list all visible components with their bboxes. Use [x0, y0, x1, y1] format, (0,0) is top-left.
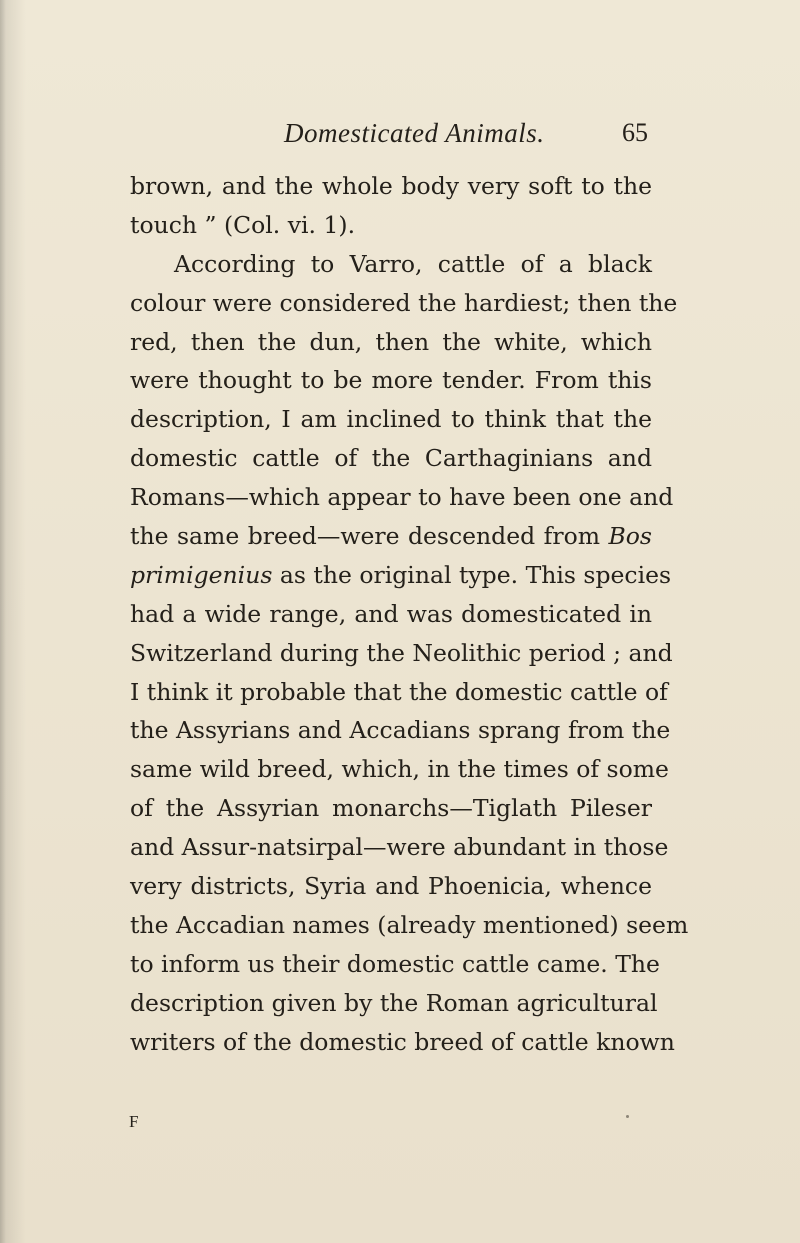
text-line-3: According to Varro, cattle of a black [174, 249, 652, 278]
italic-genus: Bos [608, 522, 652, 551]
text-line-2: touch ” (Col. vi. 1). [130, 210, 356, 239]
text-line-21: to inform us their domestic cattle came. The [130, 949, 660, 978]
text-line-17: of the Assyrian monarchs—Tiglath Pileser [130, 794, 652, 823]
text-line-6: were thought to be more tender. From this [130, 366, 652, 395]
text-line-10 [130, 517, 652, 556]
page-number: 65 [622, 118, 648, 147]
text-line-15: the Assyrians and Accadians sprang from the [130, 716, 671, 745]
text-line-7: description, I am inclined to think that the [130, 405, 652, 434]
text-line-19: very districts, Syria and Phoenicia, whence [130, 872, 652, 901]
italic-species: primigenius [130, 560, 273, 589]
text-line-12: had a wide range, and was domesticated in [130, 599, 652, 628]
text-line-1: brown, and the whole body very soft to the [130, 172, 652, 200]
text-line-18: and Assur-natsirpal—were abundant in those [130, 833, 669, 862]
text-line-16: same wild breed, which, in the times of some [130, 755, 669, 784]
running-header [0, 118, 800, 158]
text-line-8: domestic cattle of the Carthaginians and [130, 444, 652, 473]
running-title: Domesticated Animals. [284, 118, 545, 148]
text-line-11 [130, 556, 672, 595]
text-line-23: writers of the domestic breed of cattle known [130, 1027, 675, 1056]
text-line-14: I think it probable that the domestic cattle of [130, 677, 668, 706]
text-line-10-roman: the same breed—were descended from [130, 522, 601, 551]
ink-speck [626, 1115, 629, 1118]
text-line-4: colour were considered the hardiest; then the [130, 288, 678, 317]
text-line-20: the Accadian names (already mentioned) seem [130, 910, 689, 939]
signature-mark: F [129, 1112, 139, 1131]
text-line-9: Romans—which appear to have been one and [130, 483, 674, 512]
text-line-13: Switzerland during the Neolithic period ; and [130, 638, 673, 667]
body-text [130, 167, 689, 1061]
text-line-22: description given by the Roman agricultural [130, 988, 658, 1017]
text-line-11-roman: as the original type. This species [279, 560, 672, 589]
text-line-5: red, then the dun, then the white, which [130, 327, 652, 356]
